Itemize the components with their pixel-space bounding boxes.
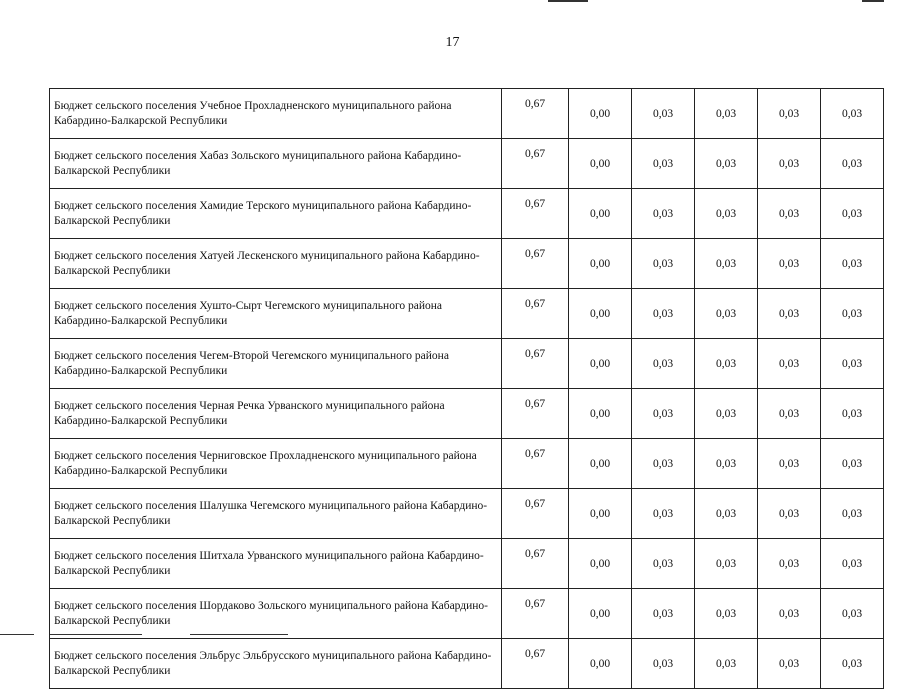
value-cell: 0,67 (502, 589, 569, 639)
value-cell: 0,03 (821, 239, 884, 289)
value-cell: 0,00 (569, 589, 632, 639)
settlement-budget-name: Бюджет сельского поселения Шалушка Чегемского муниципального района Кабардино-Балкарской Республики (50, 489, 502, 539)
value-cell: 0,03 (758, 639, 821, 689)
table-row (50, 439, 884, 489)
table-row (50, 489, 884, 539)
settlement-budget-name: Бюджет сельского поселения Черниговское Прохладненского муниципального района Кабардино-Балкарской Республики (50, 439, 502, 489)
value-cell: 0,03 (695, 539, 758, 589)
value-cell: 0,67 (502, 189, 569, 239)
value-cell: 0,03 (758, 539, 821, 589)
table-row (50, 539, 884, 589)
value-cell: 0,03 (632, 239, 695, 289)
table-row (50, 639, 884, 689)
table-row (50, 389, 884, 439)
settlement-budget-name: Бюджет сельского поселения Шордаково Зольского муниципального района Кабардино-Балкарской Республики (50, 589, 502, 639)
value-cell: 0,03 (632, 489, 695, 539)
settlement-budget-name: Бюджет сельского поселения Хабаз Зольского муниципального района Кабардино-Балкарской Республики (50, 139, 502, 189)
value-cell: 0,67 (502, 439, 569, 489)
value-cell: 0,03 (758, 589, 821, 639)
value-cell: 0,00 (569, 189, 632, 239)
value-cell: 0,00 (569, 239, 632, 289)
value-cell: 0,03 (821, 189, 884, 239)
table-row (50, 289, 884, 339)
value-cell: 0,03 (695, 239, 758, 289)
value-cell: 0,03 (632, 589, 695, 639)
value-cell: 0,03 (632, 139, 695, 189)
scan-artifact-line (190, 634, 288, 635)
table-row (50, 189, 884, 239)
value-cell: 0,00 (569, 439, 632, 489)
scan-artifact-line (548, 0, 588, 2)
settlement-budget-name: Бюджет сельского поселения Шитхала Урванского муниципального района Кабардино-Балкарской Республики (50, 539, 502, 589)
table-body (50, 89, 884, 689)
scan-artifact-line (862, 0, 884, 2)
value-cell: 0,03 (821, 589, 884, 639)
value-cell: 0,67 (502, 89, 569, 139)
value-cell: 0,67 (502, 539, 569, 589)
settlement-budget-name: Бюджет сельского поселения Хушто-Сырт Чегемского муниципального района Кабардино-Балкарской Республики (50, 289, 502, 339)
settlement-budget-name: Бюджет сельского поселения Хамидие Терского муниципального района Кабардино-Балкарской Республики (50, 189, 502, 239)
value-cell: 0,00 (569, 639, 632, 689)
table-row (50, 589, 884, 639)
value-cell: 0,03 (758, 489, 821, 539)
value-cell: 0,03 (821, 389, 884, 439)
value-cell: 0,03 (695, 389, 758, 439)
value-cell: 0,00 (569, 89, 632, 139)
value-cell: 0,00 (569, 539, 632, 589)
value-cell: 0,03 (758, 139, 821, 189)
value-cell: 0,03 (695, 139, 758, 189)
value-cell: 0,03 (758, 389, 821, 439)
value-cell: 0,00 (569, 389, 632, 439)
value-cell: 0,00 (569, 139, 632, 189)
table-row (50, 139, 884, 189)
budget-allocation-table (49, 88, 884, 689)
value-cell: 0,00 (569, 339, 632, 389)
table-row (50, 339, 884, 389)
value-cell: 0,03 (695, 489, 758, 539)
value-cell: 0,03 (758, 339, 821, 389)
value-cell: 0,67 (502, 289, 569, 339)
value-cell: 0,67 (502, 639, 569, 689)
value-cell: 0,67 (502, 339, 569, 389)
value-cell: 0,00 (569, 489, 632, 539)
value-cell: 0,03 (632, 439, 695, 489)
table-row (50, 239, 884, 289)
settlement-budget-name: Бюджет сельского поселения Чегем-Второй Чегемского муниципального района Кабардино-Балкарской Республики (50, 339, 502, 389)
value-cell: 0,03 (821, 339, 884, 389)
value-cell: 0,03 (758, 239, 821, 289)
value-cell: 0,03 (758, 189, 821, 239)
value-cell: 0,03 (695, 339, 758, 389)
settlement-budget-name: Бюджет сельского поселения Эльбрус Эльбрусского муниципального района Кабардино-Балкарской Республики (50, 639, 502, 689)
value-cell: 0,03 (695, 439, 758, 489)
value-cell: 0,03 (821, 489, 884, 539)
value-cell: 0,03 (695, 89, 758, 139)
value-cell: 0,03 (632, 339, 695, 389)
settlement-budget-name: Бюджет сельского поселения Учебное Прохладненского муниципального района Кабардино-Балкарской Республики (50, 89, 502, 139)
scan-artifact-line (0, 634, 34, 635)
value-cell: 0,03 (695, 589, 758, 639)
scan-artifact-line (50, 634, 142, 635)
value-cell: 0,03 (821, 89, 884, 139)
value-cell: 0,00 (569, 289, 632, 339)
value-cell: 0,03 (632, 539, 695, 589)
settlement-budget-name: Бюджет сельского поселения Черная Речка Урванского муниципального района Кабардино-Балкарской Республики (50, 389, 502, 439)
value-cell: 0,67 (502, 389, 569, 439)
value-cell: 0,03 (758, 289, 821, 339)
value-cell: 0,03 (758, 439, 821, 489)
value-cell: 0,03 (632, 89, 695, 139)
value-cell: 0,03 (695, 639, 758, 689)
value-cell: 0,03 (632, 289, 695, 339)
value-cell: 0,03 (821, 439, 884, 489)
value-cell: 0,03 (632, 389, 695, 439)
value-cell: 0,03 (695, 289, 758, 339)
value-cell: 0,67 (502, 239, 569, 289)
value-cell: 0,03 (695, 189, 758, 239)
settlement-budget-name: Бюджет сельского поселения Хатуей Лескенского муниципального района Кабардино-Балкарской Республики (50, 239, 502, 289)
value-cell: 0,03 (632, 639, 695, 689)
page-number: 17 (445, 35, 460, 50)
value-cell: 0,03 (758, 89, 821, 139)
value-cell: 0,03 (821, 539, 884, 589)
value-cell: 0,03 (821, 639, 884, 689)
value-cell: 0,67 (502, 139, 569, 189)
value-cell: 0,03 (632, 189, 695, 239)
value-cell: 0,03 (821, 289, 884, 339)
value-cell: 0,03 (821, 139, 884, 189)
table-row (50, 89, 884, 139)
value-cell: 0,67 (502, 489, 569, 539)
